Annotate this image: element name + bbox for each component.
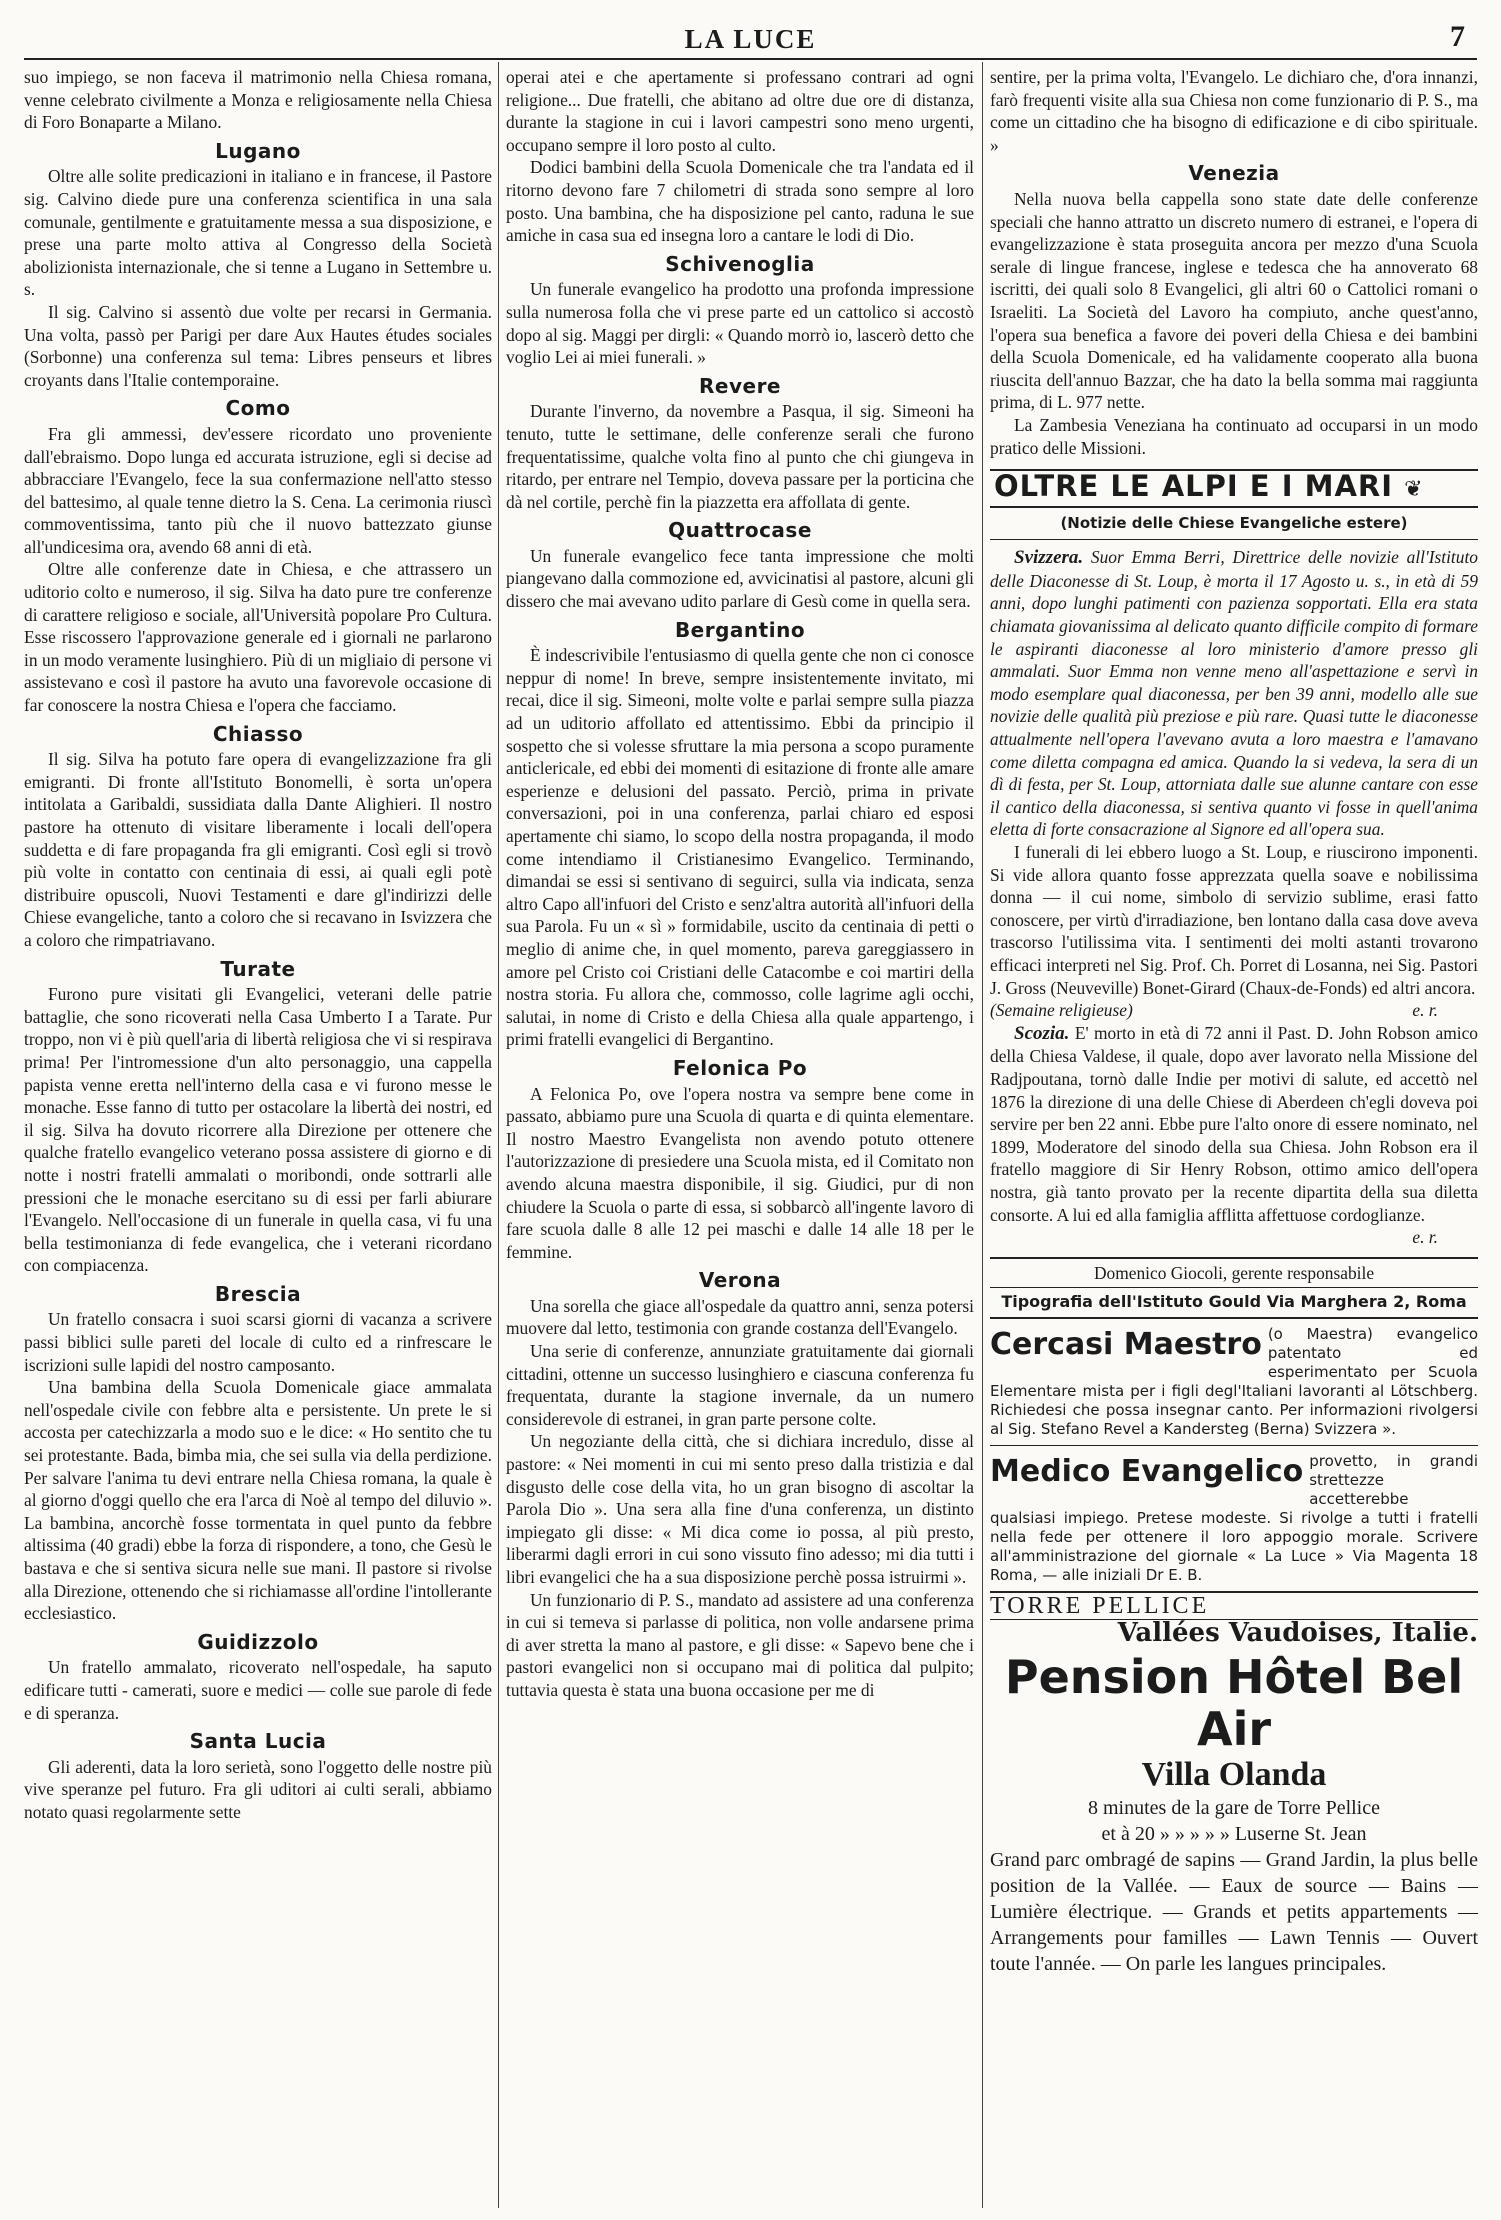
section-heading: Felonica Po — [672, 1055, 808, 1080]
paragraph: A Felonica Po, ove l'opera nostra va sempre bene come in passato, abbiamo pure una Scuola di quarta e di quinta elementare. Il nostro Maestro Evangelista non avendo potuto ottenere l'autorizzazione di presiedere una Scuola mista, ed il Comitato non avendo alcuna maestra disponibile, il sig. Giudici, pur di non chiudere la Scuola o parte di essa, si sobbarcò all'ingente lavoro di fare scuola dalle 8 alle 12 pei maschi e dalle 14 alle 18 per le femmine. — [506, 1083, 974, 1262]
paragraph: Il sig. Silva ha potuto fare opera di evangelizzazione fra gli emigranti. Di fronte all'Istituto Bonomelli, è sorta un'opera intitolata a Garibaldi, sussidiata dalla Dante Alighieri. Il nostro pastore ha ottenuto di visitare liberamente i locali dell'opera suddetta e di fare propaganda fra gli emigranti. Così egli si trovò più volte in contatto con centinaia di essi, ai quali egli potè distribuire opuscoli, Nuovi Testamenti e dare gl'indirizzi delle Chiese evangeliche, tanto a coloro che si recavano in Isvizzera che a coloro che rimpatriavano. — [24, 749, 492, 950]
paragraph-text: E' morto in età di 72 anni il Past. D. John Robson amico della Chiesa Valdese, il quale, dopo aver lavorato nella Missione del Radjpoutana, tornò dalle Indie per motivi di salute, ed accettò nel 1876 la direzione di una delle Chiese di Aberdeen ch'egli doveva poi servire per ben 22 anni. Ebbe pure l'alto onore di essere nominato, nel 1899, Moderatore del sinodo della sua Chiesa. John Robson era il fratello maggiore di Sir Henry Robson, ottimo amico dell'opera nostra, già tanto provato per la recente dipartita della sua diletta consorte. A lui ed alla famiglia afflitta affettuose cordoglianze. — [990, 1022, 1478, 1225]
col1-intro: suo impiego, se non faceva il matrimonio nella Chiesa romana, venne celebrato civilmente a Monza e religiosamente nella Chiesa di Foro Bonaparte a Milano. — [24, 67, 492, 133]
vallees-heading: Vallées Vaudoises, Italie. — [1117, 1618, 1478, 1649]
section-heading: Lugano — [215, 138, 301, 163]
banner-title: OLTRE LE ALPI E I MARI — [994, 469, 1394, 504]
ad-text: provetto, in grandi strettezze accetterebbe qualsiasi impiego. Pretese modeste. Si rivolge a tutti i fratelli nella fede per ottenere il loro appoggio morale. Scrivere all'amministrazione del giornale « La Luce » Via Magenta 18 Roma, — alle iniziali Dr E. B. — [990, 1451, 1478, 1584]
paragraph: Furono pure visitati gli Evangelici, veterani delle patrie battaglie, che sono ricoverati nella Casa Umberto I a Tarate. Pur troppo, non vi è più quell'aria di libertà religiosa che vi si respirava prima! Per l'intromessione d'un alto personaggio, una cappella papista venne eretta nell'interno della casa e vi furono messe le monache. Esse fanno di tutto per ostacolare la libertà dei nostri, ed il sig. Silva ha dovuto ricorrere alla Direzione per ottenere che qualche fratello evangelico veterano possa assistere di giorno e di notte i nostri fratelli ammalati o moribondi, onde sottrarli alle pressioni che le monache esercitano su di essi per farli abiurare l'Evangelo. Nell'occasione di un funerale in quella casa, vi fu una bella testimonianza di fede evangelica, che i veterani ricordano con compiacenza. — [24, 984, 492, 1276]
torre-pellice-heading: TORRE PELLICE — [990, 1591, 1478, 1621]
col1-sections — [24, 140, 492, 1824]
section-heading: Santa Lucia — [189, 1729, 327, 1754]
source-line — [990, 999, 1478, 1022]
paragraph: Fra gli ammessi, dev'essere ricordato uno proveniente dall'ebraismo. Dopo lunga ed accurata istruzione, egli si decise ad abbracciare l'Evangelo, fece la sua confermazione nell'atto stesso del battesimo, al quale tenne dietro la S. Cena. La cerimonia riuscì commoventissima, tanto più che il nuovo battezzato giunse all'undicesima ora, avendo 68 anni di età. — [24, 423, 492, 557]
ornament-icon: ❦ — [1404, 477, 1424, 503]
section-heading: Schivenoglia — [665, 251, 815, 276]
pension-line-2: et à 20 » » » » » Luserne St. Jean — [1101, 1823, 1367, 1846]
ad-headline: Cercasi Maestro — [990, 1326, 1262, 1362]
pension-description: Grand parc ombragé de sapins — Grand Jardin, la plus belle position de la Vallée. — Eaux de source — Bains — Lumière électrique. — Grands et petits appartements — Arrangements pour familles — Lawn Tennis — Ouvert toute l'année. — On parle les langues principales. — [990, 1849, 1478, 1976]
section-heading: Guidizzolo — [197, 1629, 319, 1654]
villa-title: Villa Olanda — [1141, 1756, 1327, 1794]
column-rule — [498, 62, 499, 2208]
paragraph: La Zambesia Veneziana ha continuato ad occuparsi in un modo pratico delle Missioni. — [990, 414, 1478, 458]
ad-text: (o Maestra) evangelico patentato ed esperimentato per Scuola Elementare mista per i figli degl'Italiani lavoranti al Lötschberg. Richiedesi che possa insegnar canto. Per informazioni rivolgersi al Sig. Stefano Revel a Kandersteg (Berna) Svizzera ». — [990, 1324, 1478, 1438]
section-heading: Venezia — [1188, 161, 1280, 186]
paragraph: Una bambina della Scuola Domenicale giace ammalata nell'ospedale civile con febbre alta e persistente. Un prete le si accosta per catechizzarla a modo suo e le dice: « Ho sentito che tu sei protestante. Bada, bimba mia, che sei sulla via della perdizione. Per salvare l'anima tu devi entrare nella Chiesa romana, la quale è al giorno d'oggi quello che era l'arca di Noè al tempo del diluvio ». La bambina, ancorchè fosse tormentata in quel punto da febbre altissima (40 gradi) ebbe la forza di rispondere, a tono, che Gesù le bastava e che si sentiva sicura nelle sue mani. Il pastore si rivolse alla Direzione, ottenendo che si richiamasse all'ordine l'intollerante ecclesiastico. — [24, 1377, 492, 1624]
paragraph: Durante l'inverno, da novembre a Pasqua, il sig. Simeoni ha tenuto, tutte le settimane, delle conferenze serali che furono frequentatissime, qualche volta fino al punto che chi giungeva in ritardo, per entrare nel Tempio, doveva passare per la porticina che dà nel cortile, perchè fin la piazzetta era affollata di gente. — [506, 401, 974, 512]
col2-intro: operai atei e che apertamente si professano contrari ad ogni religione... Due fratelli, che abitano ad oltre due ore di distanza, durante la stagione in cui i lavori campestri sono meno urgenti, occupano sempre il loro posto al culto. — [506, 67, 974, 155]
paragraph: È indescrivibile l'entusiasmo di quella gente che non ci conosce neppur di nome! In breve, sempre insistentemente invitato, mi recai, dice il sig. Simeoni, molte volte e parlai sempre sulla piazza ad un uditorio affollato ed attentissimo. Ebbi da principio il sospetto che si volesse sfruttare la mia persona a scopo puramente anticlericale, ed ebbi dei momenti di esitazione di fronte alle amare esperienze e delusioni del passato. Perciò, prima in private conversazioni, poi in una conferenza, parlai chiaro ed esposi apertamente chi siamo, lo scopo della nostra propaganda, il modo come intendiamo il Cristianesimo Evangelico. Terminando, dimandai se essi si sentivano di seguirci, sulla via indicata, senza altro Capo all'infuori del Cristo e senz'altra autorità all'infuori della sua Parola. Fu un « sì » formidabile, uscito da centinaia di petti o meglio di anime che, in quel momento, pareva gareggiassero in amore pel Cristo coi Cristiani delle Catacombe e coi martiri della nostra storia. Fu allora che, commosso, colle lagrime agli occhi, salutai, in nome di Cristo e della Chiesa alla quale appartengo, i primi fratelli evangelici di Bergantino. — [506, 645, 974, 1050]
scozia-paragraph — [990, 1022, 1478, 1226]
col2-intro-2: Dodici bambini della Scuola Domenicale che tra l'andata ed il ritorno devono fare 7 chilometri di strada sono sempre al loro posto. Una bambina, che ha disposizione pel canto, raduna le sue amiche in casa sua ed insegna loro a cantare le lodi di Dio. — [506, 157, 974, 246]
country-leadin: Svizzera. — [1014, 547, 1084, 569]
paragraph: Un funerale evangelico ha prodotto una profonda impressione sulla numerosa folla che vi prese parte ed un cattolico si accostò dopo al sig. Maggi per dirgli: « Quando morrò io, lascerò detto che voglio Lei ai miei funerali. » — [506, 279, 974, 368]
paragraph: Il sig. Calvino si assentò due volte per recarsi in Germania. Una volta, passò per Parigi per dare Aux Hautes études sociales (Sorbonne) una conferenza sul tema: Libres penseurs et libres croyants dans l'Italie contemporaine. — [24, 301, 492, 390]
paragraph: Un negoziante della città, che si dichiara incredulo, disse al pastore: « Nei momenti in cui mi sento preso dalla tristizia e dal disgusto delle cose della vita, ho un gran bisogno di ascoltar la Parola Dio ». Una sera alla fine d'una conferenza, un distinto impiegato gli disse: « Mi dica come io possa, al più presto, liberarmi dagli errori in cui sono vissuto fino adesso; mi dia tutti i libri evangelici che ha a sua disposizione perchè possa istruirmi ». — [506, 1431, 974, 1587]
gerente-line: Domenico Giocoli, gerente responsabile — [990, 1257, 1478, 1288]
section-heading: Brescia — [214, 1281, 302, 1306]
paragraph-text: Suor Emma Berri, Direttrice delle novizie all'Istituto delle Diaconesse di St. Loup, è morta il 17 Agosto u. s., in età di 59 anni, dopo lunghi patimenti con pazienza sopportati. Ella era stata chiamata giovanissima al delicato quanto difficile compito di formare le aspiranti diaconesse al loro ministerio d'amore presso gli ammalati. Suor Emma non venne meno all'aspettazione e servì in modo esemplare qual diaconessa, per ben 39 anni, modello alle sue novizie delle qualità più preziose e più rare. Quasi tutte le diaconesse attualmente nell'opera l'avevano avuta a loro maestra e l'amavano come diletta compagna ed amica. Quando la si vedeva, la sera di un dì di festa, per St. Loup, attorniata dalle sue alunne cantare con esse il cantico della diaconessa, si sentiva quanto vi fosse in quell'anima eletta di forte consacrazione al Signore ed all'opera sua. — [990, 547, 1478, 840]
section-heading: Quattrocase — [668, 518, 812, 543]
paragraph: I funerali di lei ebbero luogo a St. Loup, e riuscirono imponenti. Si vide allora quanto fosse apprezzata quella soave e nobilissima donna — il cui nome, simbolo di servizio sublime, erasi fatto conoscere, per virtù d'irradiazione, ben lontano dalla casa dove aveva trascorso l'utilissima vita. I sentimenti dei molti astanti trovarono efficaci interpreti nel Sig. Prof. Ch. Porret di Losanna, nei Sig. Pastori J. Gross (Neuveville) Bonet-Girard (Chaux-de-Fonds) ed altri ancora. — [990, 842, 1478, 998]
ad-cercasi-maestro — [990, 1325, 1478, 1439]
paragraph: Una sorella che giace all'ospedale da quattro anni, senza potersi muovere dal letto, testimonia con grande costanza dell'Evangelo. — [506, 1295, 974, 1339]
newspaper-title: LA LUCE — [684, 24, 817, 54]
page-header — [24, 18, 1477, 60]
ad-medico-evangelico — [990, 1452, 1478, 1585]
section-heading: Turate — [220, 956, 296, 981]
ad-headline: Medico Evangelico — [990, 1453, 1304, 1489]
paragraph: Un fratello consacra i suoi scarsi giorni di vacanza a scrivere passi biblici sulle pareti del locale di culto ed a rinfrescare le iscrizioni sulle lapidi del nostro camposanto. — [24, 1309, 492, 1375]
section-heading: Revere — [699, 373, 781, 398]
column-2 — [506, 66, 974, 2206]
col3-intro: sentire, per la prima volta, l'Evangelo. Le dichiaro che, d'ora innanzi, farò frequenti visite alla sua Chiesa non come funzionario di P. S., ma come un cittadino che ha bisogno di edificazione e di cibo spirituale. » — [990, 67, 1478, 155]
printer-line: Tipografia dell'Istituto Gould Via Marghera 2, Roma — [990, 1287, 1478, 1319]
paragraph: Un funzionario di P. S., mandato ad assistere ad una conferenza in cui si temeva si parlasse di politica, non volle andarsene prima di aver stretta la mano al pastore, e gli disse: « Sapevo bene che i pastori evangelici non si occupano mai di politica dal pulpito; tuttavia questa è stata una buona occasione per me di — [506, 1589, 974, 1700]
paragraph: Oltre alle solite predicazioni in italiano e in francese, il Pastore sig. Calvino diede pure una conferenza scientifica in una sala comunale, gentilmente e gratuitamente messa a sua disposizione, e prese una parte molto attiva al Congresso della Società abolizionista internazionale, che si tenne a Lugano in Settembre u. s. — [24, 166, 492, 300]
section-heading: Bergantino — [674, 617, 806, 642]
signature: e. r. — [1412, 1000, 1438, 1021]
section-heading: Verona — [698, 1268, 782, 1293]
col2-sections — [506, 253, 974, 1702]
section-heading: Chiasso — [212, 721, 304, 746]
column-rule — [982, 62, 983, 2208]
signature: e. r. — [1412, 1227, 1438, 1248]
paragraph: Un funerale evangelico fece tanta impressione che molti piangevano dalla commozione ed, avvicinatisi al pastore, alcuni gli dissero che mai avevano udito parlare di Gesù come in quella sera. — [506, 545, 974, 612]
column-3 — [990, 66, 1478, 2206]
paragraph: Un fratello ammalato, ricoverato nell'ospedale, ha saputo edificare tutti - camerati, suore e medici — colle sue parole di fede e di speranza. — [24, 1657, 492, 1723]
paragraph: Nella nuova bella cappella sono state date delle conferenze speciali che hanno attratto un discreto numero di estranei, e l'opera di evangelizzazione è stata proseguita ancora per mezzo d'una Scuola serale di lingue francese, inglese e tedesca che ha annoverato 68 iscritti, dei quali solo 8 Evangelici, gli altri 60 o Cattolici romani o Israeliti. La Società del Lavoro ha compiuto, anche quest'anno, l'opera sua benefica a favore dei poveri della Chiesa e dei bambini della Scuola Domenicale, ed ha validamente cooperato alla buona riuscita dell'annuo Bazzar, che ha dato la bella somma mai raggiunta prima, di L. 977 nette. — [990, 188, 1478, 413]
paragraph: Una serie di conferenze, annunziate gratuitamente dai giornali cittadini, ottenne un successo lusinghiero e ciascuna conferenza fu frequentata, durante la stagione invernale, da un numero considerevole di estranei, in gran parte persone colte. — [506, 1341, 974, 1429]
source: (Semaine religieuse) — [990, 1000, 1133, 1021]
foreign-news-banner — [990, 469, 1478, 508]
pension-title: Pension Hôtel Bel Air — [1004, 1650, 1464, 1757]
paragraph: Oltre alle conferenze date in Chiesa, e che attrassero un uditorio colto e numeroso, il sig. Silva ha dato pure tre conferenze di carattere religioso e sociale, all'Università popolare Pro Cultura. Esse riscossero l'approvazione generale ed i giornali ne parlarono in un modo veramente lusinghiero. Più di un migliaio di persone vi assistevano e così il pastore ha avuto una favorevole occasione di far conoscere la nostra Chiesa e l'opera che facciamo. — [24, 559, 492, 716]
page-number: 7 — [1450, 20, 1465, 53]
svizzera-paragraph — [990, 546, 1478, 841]
paragraph: Gli aderenti, data la loro serietà, sono l'oggetto delle nostre più vive speranze pel futuro. Fra gli uditori ai culti serali, abbiamo notato quasi regolarmente sette — [24, 1756, 492, 1822]
section-heading: Como — [225, 396, 291, 421]
pension-line-1: 8 minutes de la gare de Torre Pellice — [1087, 1797, 1380, 1820]
column-1 — [24, 66, 492, 2206]
divider — [990, 1445, 1478, 1446]
country-leadin: Scozia. — [1014, 1022, 1070, 1044]
banner-subtitle: (Notizie delle Chiese Evangeliche estere) — [990, 512, 1478, 541]
